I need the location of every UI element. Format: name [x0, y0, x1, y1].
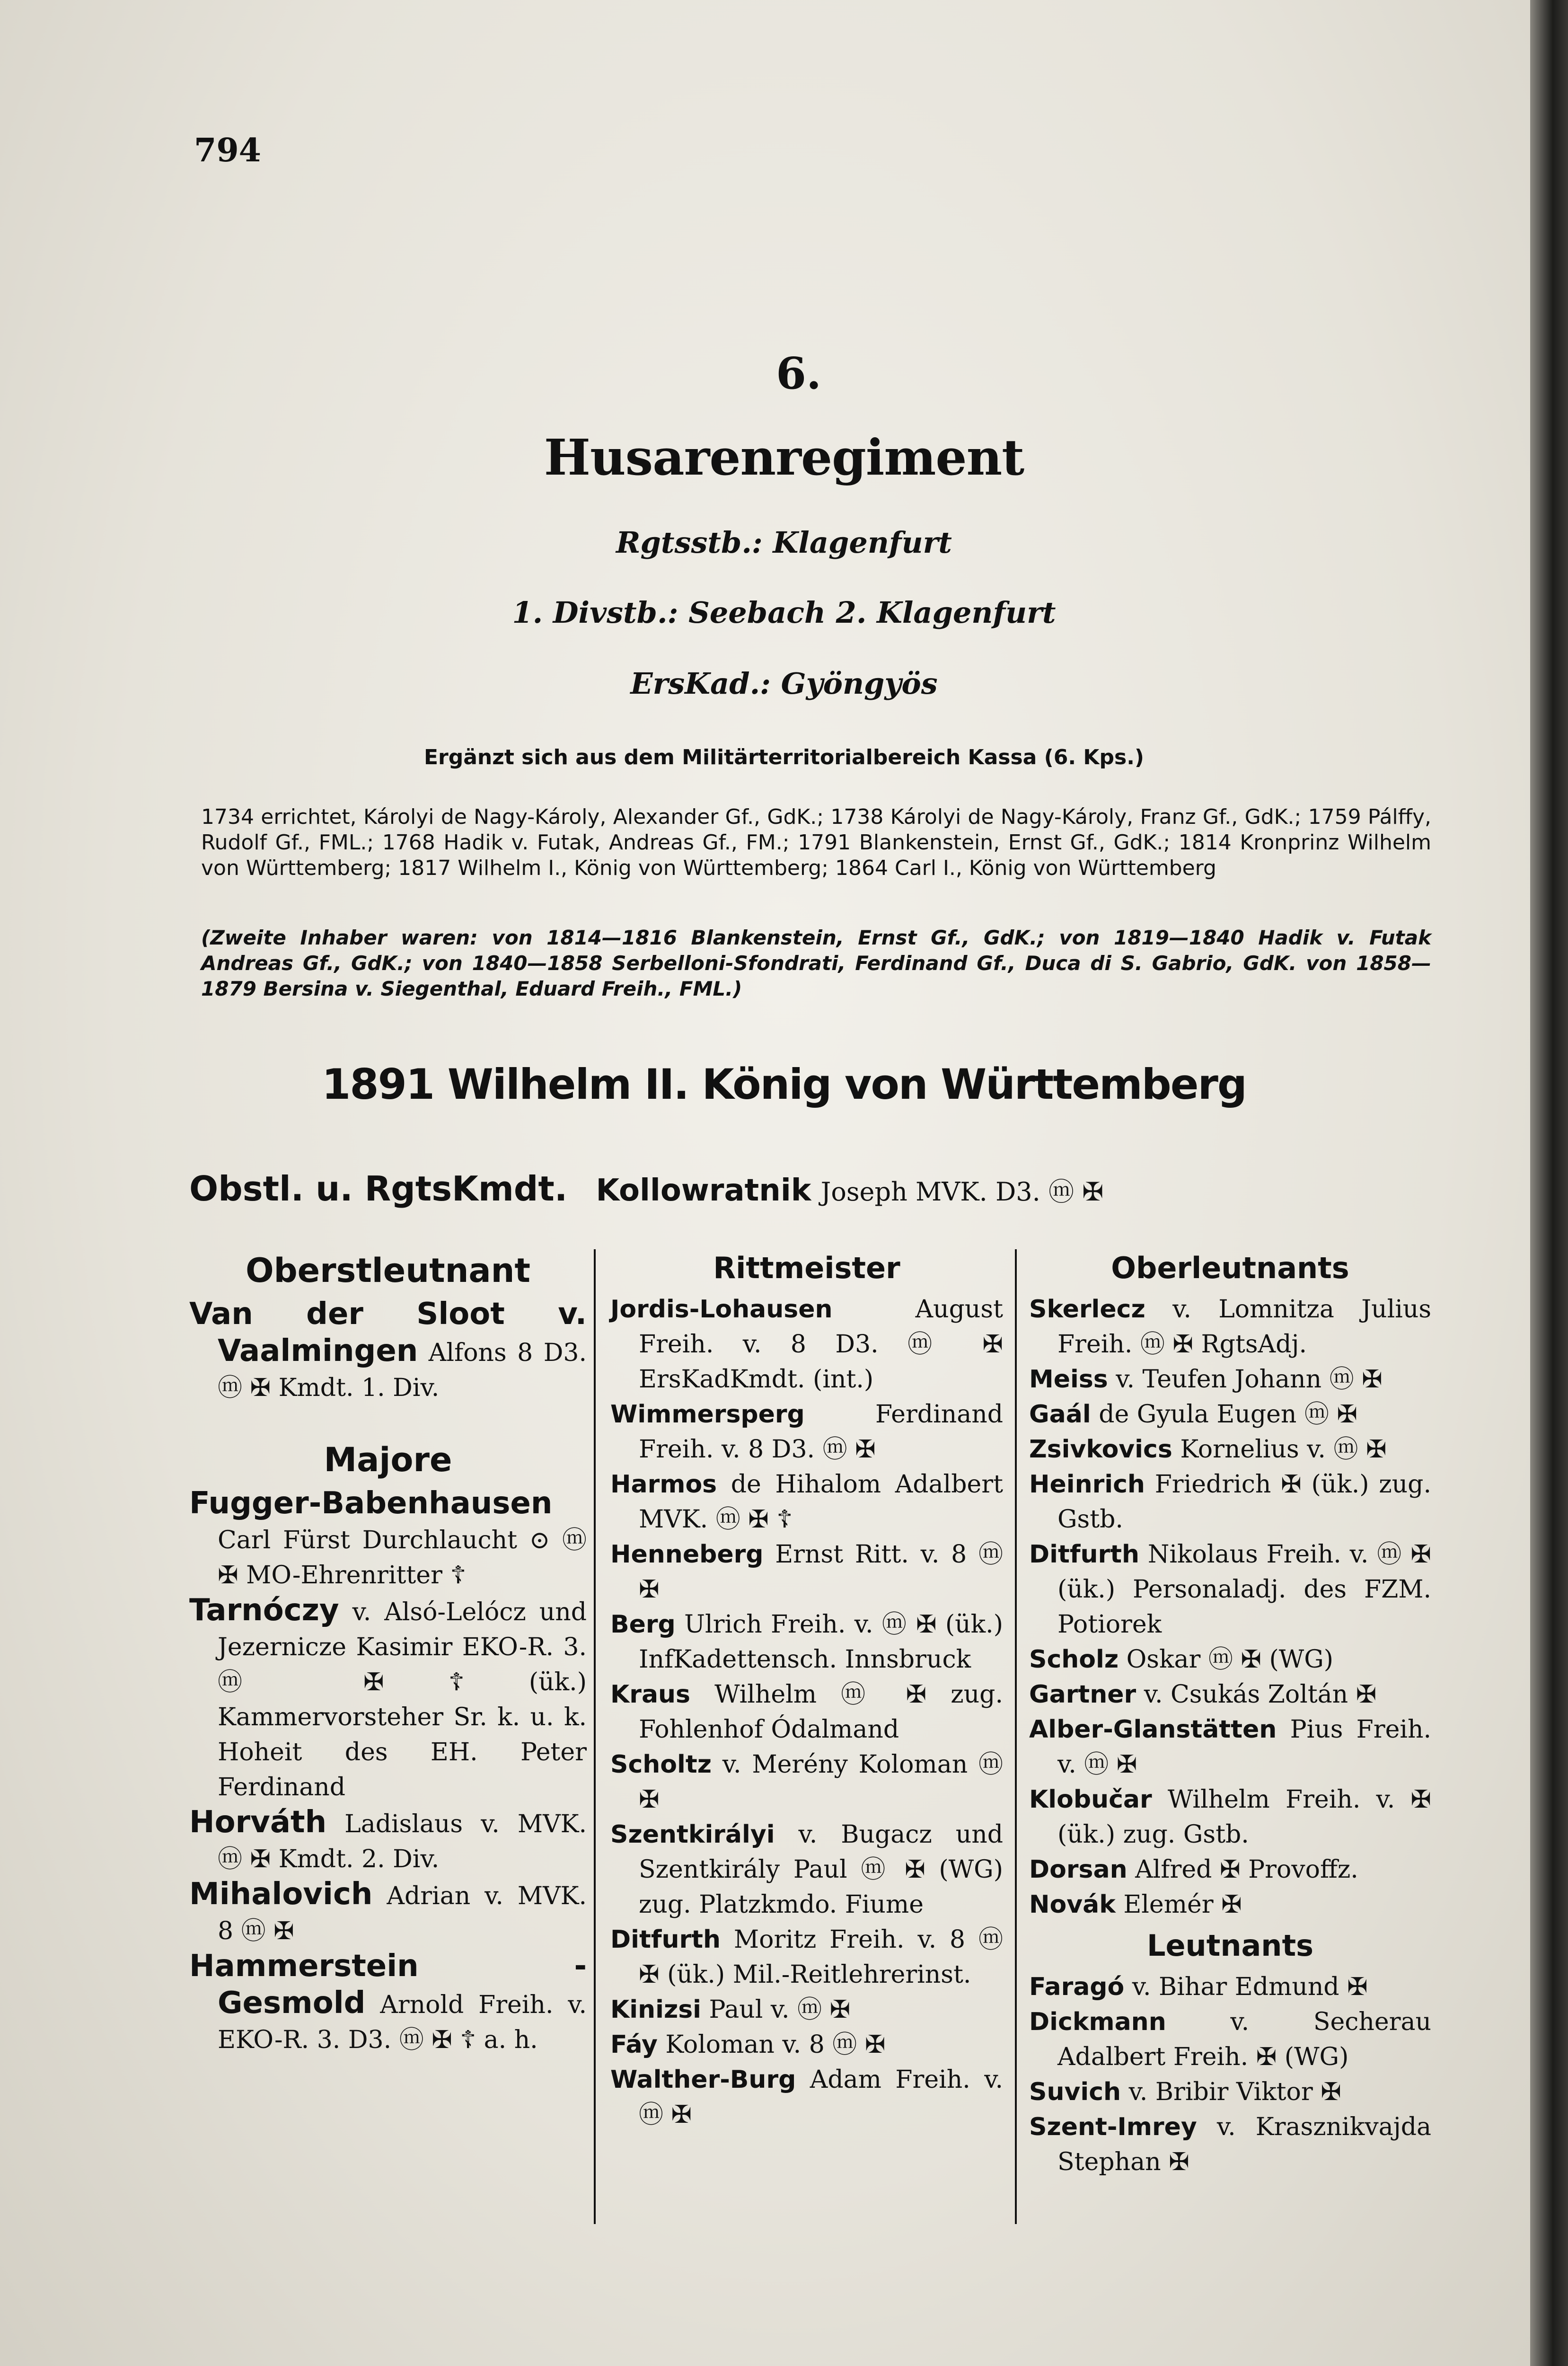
list-item: [1029, 1397, 1431, 1432]
regiment-commander: [189, 1169, 1103, 1209]
heading-leutnants: Leutnants: [1147, 1928, 1313, 1963]
list-item: [1029, 2004, 1431, 2075]
column-divider-right: [1015, 1249, 1017, 2224]
list-item: [1029, 1969, 1431, 2004]
list-item: [189, 1486, 587, 1593]
officer-details: Arnold Freih. v. EKO-R. 3. D3. ⓜ ✠ ☦ a. h.: [218, 1991, 587, 2054]
officer-name: Wimmersperg: [610, 1400, 805, 1429]
officer-name: Fáy: [610, 2031, 658, 2059]
list-item: [189, 1805, 587, 1877]
officer-name: Henneberg: [610, 1540, 764, 1569]
officer-details: Pius Freih. v. ⓜ ✠: [1057, 1715, 1431, 1779]
ersatz-cadre: ErsKad.: Gyöngyös: [630, 666, 938, 701]
officer-name: Tarnóczy: [189, 1593, 339, 1628]
regiment-staff: Rgtsstb.: Klagenfurt: [616, 525, 952, 560]
list-item: [610, 1817, 1003, 1922]
officer-details: v. Bugacz und Szentkirály Paul ⓜ ✠ (WG) zug. Platzkmdo. Fiume: [639, 1820, 1004, 1919]
list-item: [1029, 1362, 1431, 1397]
list-item: [189, 1297, 587, 1405]
officer-name: Hammerstein - Gesmold: [189, 1949, 587, 2021]
officer-name: Kinizsi: [610, 1995, 702, 2024]
officer-details: Paul v. ⓜ ✠: [709, 1995, 851, 2024]
regiment-title: Husarenregiment: [544, 428, 1024, 486]
officer-details: Carl Fürst Durchlaucht ⊙ ⓜ ✠ MO-Ehrenritter ☦: [218, 1526, 587, 1589]
officer-details: Wilhelm Freih. v. ✠ (ük.) zug. Gstb.: [1057, 1785, 1431, 1849]
list-item: [610, 1677, 1003, 1747]
heading-oberleutnants: Oberleutnants: [1111, 1251, 1349, 1285]
page-binding-edge: [1530, 0, 1568, 2366]
officer-name: Gartner: [1029, 1680, 1136, 1709]
officer-details: Elemér ✠: [1123, 1890, 1242, 1919]
list-item: [1029, 1467, 1431, 1537]
list-item: [610, 1607, 1003, 1677]
officer-details: v. Alsó-Lelócz und Jezernicze Kasimir EKO-R. 3. ⓜ ✠ ☦ (ük.) Kammervorsteher Sr. k. u. k. Hoheit des EH. Peter Ferdinand: [218, 1598, 587, 1801]
commander-name: Kollowratnik: [596, 1173, 811, 1208]
officer-details: Koloman v. 8 ⓜ ✠: [665, 2031, 886, 2059]
officer-name: Berg: [610, 1610, 676, 1639]
officer-name: Meiss: [1029, 1365, 1108, 1394]
officer-details: v. Bihar Edmund ✠: [1132, 1973, 1368, 2001]
column-oberleutnants-leutnants: [1029, 1245, 1431, 2180]
list-item: [189, 1877, 587, 1949]
officer-name: Ditfurth: [1029, 1540, 1140, 1569]
list-item: [1029, 1537, 1431, 1642]
list-item: [610, 1467, 1003, 1537]
officer-details: v. Bribir Viktor ✠: [1128, 2078, 1341, 2106]
officer-name: Horváth: [189, 1805, 327, 1840]
page-number: 794: [194, 132, 261, 169]
officer-details: Moritz Freih. v. 8 ⓜ ✠ (ük.) Mil.-Reitlehrerinst.: [639, 1925, 1004, 1989]
officer-name: Harmos: [610, 1470, 717, 1499]
column-officers-left: [189, 1245, 587, 2057]
commander-label: Obstl. u. RgtsKmdt.: [189, 1169, 568, 1209]
officer-details: v. Krasznikvajda Stephan ✠: [1057, 2113, 1431, 2176]
officer-name: Szent-Imrey: [1029, 2113, 1197, 2141]
officer-details: Ulrich Freih. v. ⓜ ✠ (ük.) InfKadettensch. Innsbruck: [639, 1610, 1004, 1674]
list-item: [610, 1747, 1003, 1817]
officer-name: Faragó: [1029, 1973, 1125, 2001]
officer-details: Ernst Ritt. v. 8 ⓜ ✠: [639, 1540, 1003, 1604]
list-item: [610, 1922, 1003, 1992]
column-divider-left: [594, 1249, 596, 2224]
officer-details: Oskar ⓜ ✠ (WG): [1126, 1645, 1334, 1674]
officer-details: Adrian v. MVK. 8 ⓜ ✠: [218, 1882, 587, 1945]
list-item: [1029, 1432, 1431, 1467]
officer-name: Zsivkovics: [1029, 1435, 1172, 1464]
officer-name: Dorsan: [1029, 1855, 1128, 1884]
officer-details: Kornelius v. ⓜ ✠: [1180, 1435, 1387, 1464]
officer-details: de Gyula Eugen ⓜ ✠: [1099, 1400, 1358, 1429]
list-item: [610, 1537, 1003, 1607]
officer-name: Mihalovich: [189, 1877, 373, 1912]
officer-details: Wilhelm ⓜ ✠ zug. Fohlenhof Ódalmand: [639, 1680, 1003, 1744]
officer-details: Friedrich ✠ (ük.) zug. Gstb.: [1057, 1470, 1431, 1534]
regiment-history: 1734 errichtet, Károlyi de Nagy-Károly, Alexander Gf., GdK.; 1738 Károlyi de Nagy-Károly, Franz Gf., GdK.; 1759 Pálffy, Rudolf Gf., FML.; 1768 Hadik v. Futak, Andreas Gf., FM.; 1791 Blankenstein, Ernst Gf., GdK.; 1814 Kronprinz Wilhelm von Württemberg; 1817 Wilhelm I., König von Württemberg; 1864 Carl I., König von Württemberg: [201, 805, 1431, 880]
list-item: [610, 2027, 1003, 2062]
list-item: [1029, 2075, 1431, 2110]
officer-name: Scholtz: [610, 1750, 712, 1779]
recruitment-area: Ergänzt sich aus dem Militärterritorialbereich Kassa (6. Kps.): [423, 745, 1145, 769]
officer-name: Fugger-Babenhausen: [189, 1486, 553, 1521]
list-item: [1029, 1642, 1431, 1677]
list-item: [1029, 1782, 1431, 1852]
heading-oberstleutnant: Oberstleutnant: [246, 1251, 530, 1290]
commander-details: Joseph MVK. D3. ⓜ ✠: [820, 1177, 1104, 1207]
officer-details: v. Lomnitza Julius Freih. ⓜ ✠ RgtsAdj.: [1057, 1295, 1432, 1359]
column-rittmeister: [610, 1245, 1003, 2132]
list-item: [610, 1397, 1003, 1467]
list-item: [1029, 1887, 1431, 1922]
officer-details: Ladislaus v. MVK. ⓜ ✠ Kmdt. 2. Div.: [218, 1810, 587, 1873]
list-item: [1029, 1292, 1431, 1362]
heading-rittmeister: Rittmeister: [713, 1251, 900, 1285]
officer-name: Van der Sloot v. Vaalmingen: [189, 1297, 587, 1368]
officer-name: Walther-Burg: [610, 2066, 796, 2094]
heading-majore: Majore: [324, 1440, 452, 1479]
officer-name: Kraus: [610, 1680, 690, 1709]
division-staffs: 1. Divstb.: Seebach 2. Klagenfurt: [512, 595, 1056, 630]
officer-name: Gaál: [1029, 1400, 1091, 1429]
officer-name: Jordis-Lohausen: [610, 1295, 833, 1324]
officer-details: v. Secherau Adalbert Freih. ✠ (WG): [1057, 2008, 1431, 2071]
officer-name: Alber-Glanstätten: [1029, 1715, 1277, 1744]
list-item: [610, 1992, 1003, 2027]
officer-name: Ditfurth: [610, 1925, 721, 1954]
officer-details: v. Merény Koloman ⓜ ✠: [639, 1750, 1004, 1814]
officer-details: Adam Freih. v. ⓜ ✠: [639, 2066, 1003, 2129]
officer-name: Scholz: [1029, 1645, 1119, 1674]
list-item: [610, 2062, 1003, 2132]
officer-details: de Hihalom Adalbert MVK. ⓜ ✠ ☦: [639, 1470, 1004, 1534]
second-owners: (Zweite Inhaber waren: von 1814—1816 Blankenstein, Ernst Gf., GdK.; von 1819—1840 Hadik v. Futak Andreas Gf., GdK.; von 1840—1858 Serbelloni-Sfondrati, Ferdinand Gf., Duca di S. Gabrio, GdK. von 1858—1879 Bersina v. Siegenthal, Eduard Freih., FML.): [201, 926, 1431, 1000]
officer-name: Szentkirályi: [610, 1820, 775, 1849]
officer-name: Klobučar: [1029, 1785, 1152, 1814]
officer-details: Alfons 8 D3. ⓜ ✠ Kmdt. 1. Div.: [218, 1339, 587, 1402]
list-item: [1029, 1852, 1431, 1887]
list-item: [189, 1593, 587, 1805]
officer-details: Alfred ✠ Provoffz.: [1135, 1855, 1358, 1884]
list-item: [1029, 1712, 1431, 1782]
officer-details: Nikolaus Freih. v. ⓜ ✠ (ük.) Personaladj. des FZM. Potiorek: [1057, 1540, 1432, 1639]
officer-details: August Freih. v. 8 D3. ⓜ ✠ ErsKadKmdt. (int.): [639, 1295, 1003, 1394]
list-item: [610, 1292, 1003, 1397]
regiment-owner: 1891 Wilhelm II. König von Württemberg: [322, 1060, 1246, 1109]
regiment-number: 6.: [776, 348, 822, 399]
officer-details: v. Teufen Johann ⓜ ✠: [1116, 1365, 1383, 1394]
officer-details: v. Csukás Zoltán ✠: [1144, 1680, 1377, 1709]
list-item: [189, 1949, 587, 2057]
officer-name: Suvich: [1029, 2078, 1121, 2106]
list-item: [1029, 1677, 1431, 1712]
officer-details: Ferdinand Freih. v. 8 D3. ⓜ ✠: [639, 1400, 1003, 1464]
list-item: [1029, 2110, 1431, 2180]
officer-name: Novák: [1029, 1890, 1116, 1919]
officer-name: Dickmann: [1029, 2008, 1166, 2036]
officer-name: Skerlecz: [1029, 1295, 1145, 1324]
officer-name: Heinrich: [1029, 1470, 1145, 1499]
